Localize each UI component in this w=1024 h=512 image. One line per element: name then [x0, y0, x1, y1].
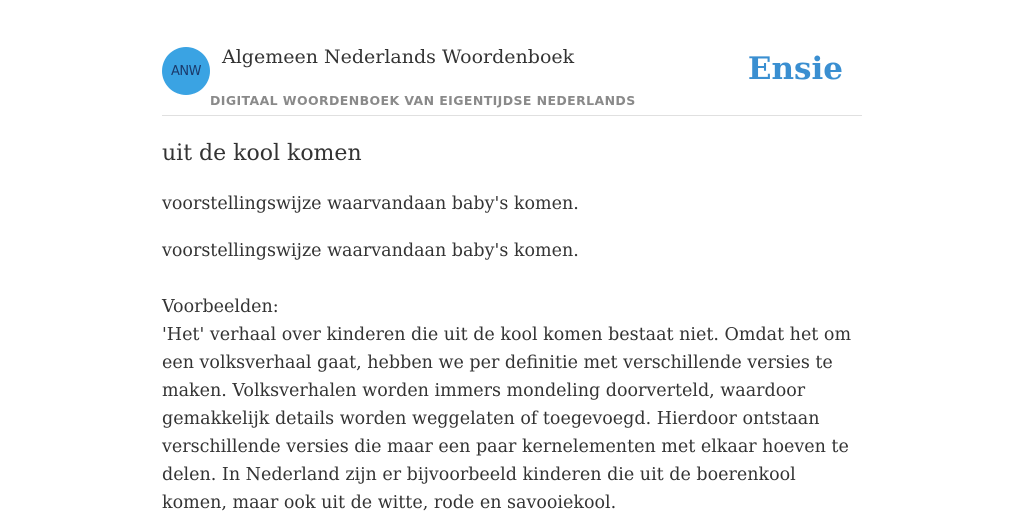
entry-definition: voorstellingswijze waarvandaan baby's komen. [162, 194, 579, 214]
examples-label: Voorbeelden: [162, 297, 279, 317]
entry-content [162, 138, 864, 512]
anw-logo[interactable] [162, 47, 210, 95]
example-text: 'Het' verhaal over kinderen die uit de kool komen bestaat niet. Omdat het om een volksverhaal gaat, hebben we per definitie met verschillende versies te maken. Volksverhalen worden immers mondeling doorverteld, waardoor gemakkelijk details worden weggelaten of toegevoegd. Hierdoor ontstaan verschillende versies die maar een paar kernelementen met elkaar hoeven te delen. In Nederland zijn er bijvoorbeeld kinderen die uit de boerenkool komen, maar ook uit de witte, rode en savooiekool. [162, 325, 852, 512]
header-divider [162, 115, 862, 116]
logo-text: ANW [171, 63, 201, 79]
ensie-brand-logo[interactable]: Ensie [747, 51, 843, 87]
entry-headword: uit de kool komen [162, 141, 362, 166]
site-title[interactable]: Algemeen Nederlands Woordenboek [222, 46, 575, 68]
entry-definition-repeat: voorstellingswijze waarvandaan baby's komen. [162, 241, 579, 261]
site-subtitle: DIGITAAL WOORDENBOEK VAN EIGENTIJDSE NEDERLANDS [210, 93, 636, 108]
